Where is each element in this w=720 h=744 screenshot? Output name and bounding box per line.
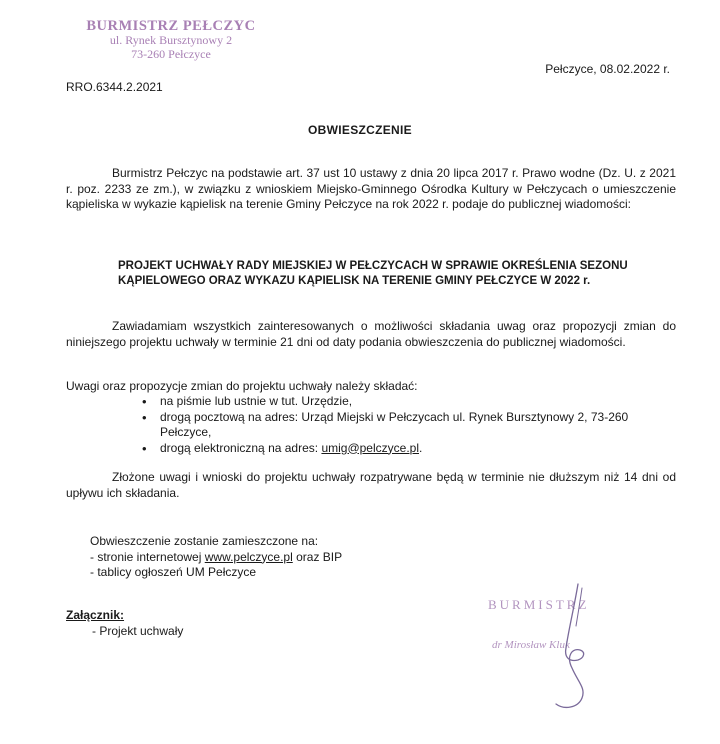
document-title: OBWIESZCZENIE	[308, 123, 412, 137]
list-item	[136, 410, 676, 441]
attachment-item: - Projekt uchwały	[92, 623, 184, 638]
submission-list	[136, 394, 676, 456]
notice-line-1-suffix: oraz BIP	[292, 549, 343, 564]
intro-paragraph: Burmistrz Pełczyc na podstawie art. 37 ust 10 ustawy z dnia 20 lipca 2017 r. Prawo wodne (Dz. U. z 2021 r. poz. 2233 ze zm.), w związku z wnioskiem Miejsko-Gminnego Ośrodka Kultury w Pełczycach o umieszczenie kąpieliska w wykazie kąpielisk na terenie Gminy Pełczyce na rok 2022 r. podaje do publicznej wiadomości:	[66, 166, 676, 211]
email-link[interactable]: umig@pelczyce.pl	[321, 440, 419, 455]
notice-intro: Obwieszczenie zostanie zamieszczone na:	[90, 534, 319, 548]
publication-notice	[90, 534, 342, 581]
notice-line-1	[90, 550, 342, 566]
review-paragraph: Złożone uwagi i wnioski do projektu uchwały rozpatrywane będą w terminie nie dłuższym niż 14 dni od upływu ich składania.	[66, 470, 676, 500]
list-item	[136, 441, 676, 457]
website-link[interactable]: www.pelczyce.pl	[204, 549, 293, 564]
info-paragraph: Zawiadamiam wszystkich zainteresowanych o możliwości składania uwag oraz propozycji zmian do niniejszego projektu uchwały w terminie 21 dni od daty podania obwieszczenia do publicznej wiadomości.	[66, 319, 676, 349]
notice-line-1-prefix: - stronie internetowej	[90, 549, 205, 564]
submission-item-2: drogą pocztową na adres: Urząd Miejski w Pełczycach ul. Rynek Bursztynowy 2, 73-260 Pełczyce,	[160, 409, 629, 439]
signature-stamp-name: dr Mirosław Kluk	[492, 639, 570, 651]
submission-item-1: na piśmie lub ustnie w tut. Urzędzie,	[160, 394, 353, 408]
notice-line-2: - tablicy ogłoszeń UM Pełczyce	[90, 565, 257, 579]
submission-item-3-suffix: .	[419, 440, 423, 455]
attachment-heading: Załącznik:	[66, 608, 125, 622]
project-title: PROJEKT UCHWAŁY RADY MIEJSKIEJ W PEŁCZYCACH W SPRAWIE OKREŚLENIA SEZONU KĄPIELOWEGO ORAZ WYKAZU KĄPIELISK NA TERENIE GMINY PEŁCZYCE W 2022 r.	[118, 260, 628, 287]
place-date: Pełczyce, 08.02.2022 r.	[545, 62, 670, 76]
office-stamp	[76, 18, 266, 61]
signature-stamp-title: BURMISTRZ	[488, 597, 590, 612]
submission-intro: Uwagi oraz propozycje zmian do projektu uchwały należy składać:	[66, 379, 418, 393]
stamp-line-3: 73-260 Pełczyce	[131, 46, 211, 61]
submission-item-3-prefix: drogą elektroniczną na adres:	[160, 440, 322, 455]
reference-number: RRO.6344.2.2021	[66, 80, 163, 94]
attachment-section	[66, 608, 183, 639]
stamp-line-2: ul. Rynek Bursztynowy 2	[109, 33, 233, 48]
stamp-line-1: BURMISTRZ PEŁCZYC	[86, 18, 256, 34]
list-item	[136, 394, 676, 410]
handwritten-signature	[520, 578, 630, 718]
